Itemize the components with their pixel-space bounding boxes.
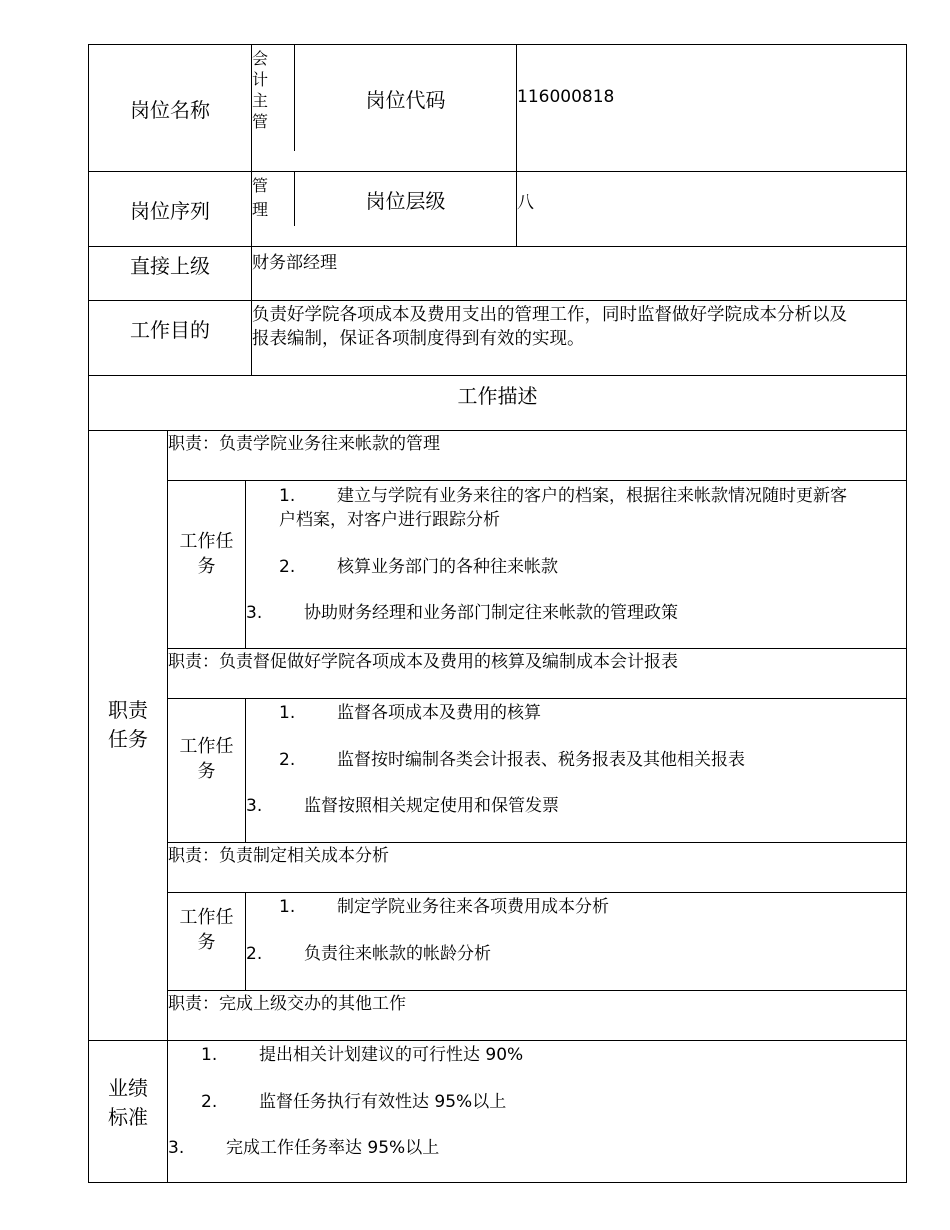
task-list-1 — [245, 480, 906, 648]
level-value: 八 — [516, 171, 906, 246]
task-item-continued: 户档案，对客户进行跟踪分析 — [279, 510, 500, 530]
task-item: 3. 监督按照相关规定使用和保管发票 — [246, 796, 559, 816]
task-item: 2. 监督按时编制各类会计报表、税务报表及其他相关报表 — [279, 750, 745, 770]
post-name-value-cell — [251, 45, 294, 171]
performance-item: 1. 提出相关计划建议的可行性达 90% — [201, 1045, 524, 1065]
post-code-label: 岗位代码 — [294, 45, 516, 151]
post-code-value: 116000818 — [516, 45, 906, 171]
task-item: 1. 监督各项成本及费用的核算 — [279, 703, 541, 723]
performance-label-line2: 标准 — [108, 1105, 148, 1129]
task-item: 1. 建立与学院有业务来往的客户的档案，根据往来帐款情况随时更新客 — [279, 486, 847, 506]
task-label-line2: 务 — [197, 932, 216, 953]
performance-item: 3. 完成工作任务率达 95%以上 — [168, 1138, 440, 1158]
task-label-3 — [167, 892, 245, 990]
task-label-line1: 工作任 — [179, 531, 234, 552]
task-label-line2: 务 — [197, 556, 216, 577]
series-label: 岗位序列 — [89, 171, 251, 246]
purpose-value-cell — [251, 300, 906, 375]
duty-title-4: 职责：完成上级交办的其他工作 — [167, 990, 906, 1040]
task-label-line1: 工作任 — [179, 736, 234, 757]
task-list-2 — [245, 698, 906, 842]
task-item: 1. 制定学院业务往来各项费用成本分析 — [279, 897, 609, 917]
task-item: 2. 核算业务部门的各种往来帐款 — [279, 557, 558, 577]
superior-label: 直接上级 — [89, 246, 251, 300]
task-label-line1: 工作任 — [179, 907, 234, 928]
series-value: 管理 — [252, 176, 269, 219]
performance-label — [89, 1040, 167, 1182]
duty-title-3: 职责：负责制定相关成本分析 — [167, 842, 906, 892]
superior-value: 财务部经理 — [251, 246, 906, 300]
purpose-label: 工作目的 — [89, 300, 251, 375]
duties-label-line1: 职责 — [108, 698, 148, 722]
description-title: 工作描述 — [89, 375, 906, 430]
performance-label-line1: 业绩 — [108, 1076, 148, 1100]
task-list-3 — [245, 892, 906, 990]
task-item: 2. 负责往来帐款的帐龄分析 — [246, 944, 491, 964]
task-label-line2: 务 — [197, 761, 216, 782]
duties-label-line2: 任务 — [108, 727, 148, 751]
duty-title-2: 职责：负责督促做好学院各项成本及费用的核算及编制成本会计报表 — [167, 648, 906, 698]
purpose-value-line1: 负责好学院各项成本及费用支出的管理工作，同时监督做好学院成本分析以及 — [252, 305, 847, 325]
task-label-2 — [167, 698, 245, 842]
performance-item: 2. 监督任务执行有效性达 95%以上 — [201, 1092, 507, 1112]
series-value-cell — [251, 171, 294, 246]
post-name-value: 会计主管 — [252, 49, 269, 131]
duties-label — [89, 430, 167, 1040]
task-label-1 — [167, 480, 245, 648]
task-item: 3. 协助财务经理和业务部门制定往来帐款的管理政策 — [246, 603, 678, 623]
performance-list — [167, 1040, 906, 1182]
post-name-label: 岗位名称 — [130, 97, 210, 122]
duty-title-1: 职责：负责学院业务往来帐款的管理 — [167, 430, 906, 480]
purpose-value-line2: 报表编制，保证各项制度得到有效的实现。 — [252, 329, 585, 349]
job-description-table — [88, 44, 907, 1183]
level-label: 岗位层级 — [294, 171, 516, 226]
